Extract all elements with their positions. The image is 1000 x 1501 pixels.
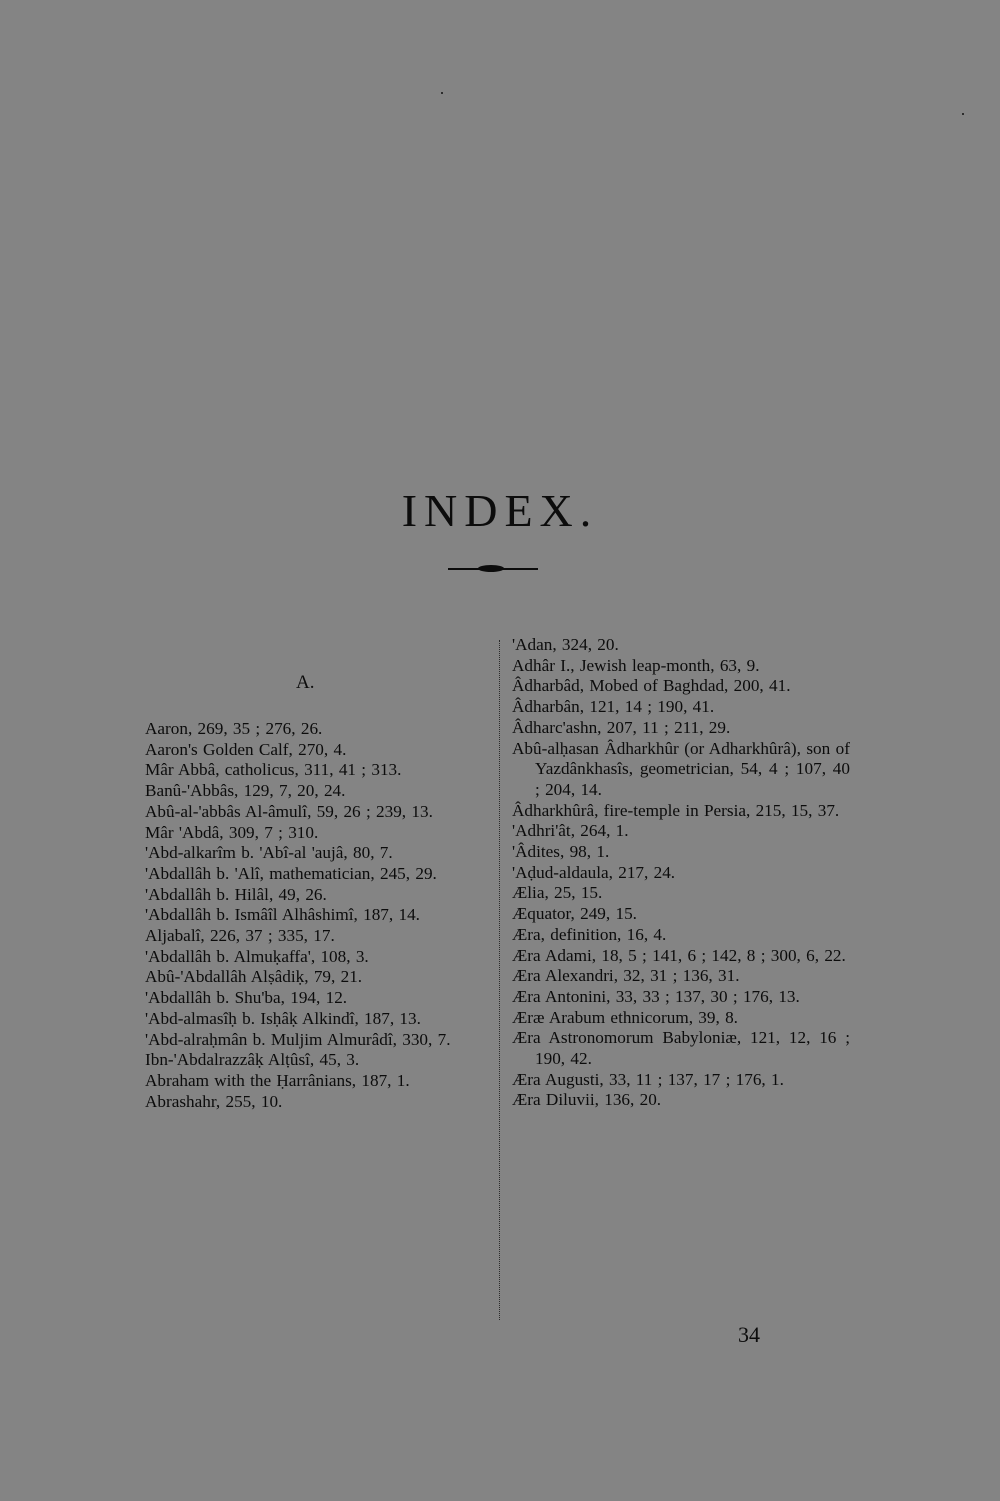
- index-entry: 'Abd-alkarîm b. 'Abî-al 'aujâ, 80, 7.: [145, 843, 393, 863]
- index-entry: 'Abdallâh b. Ismâîl Alhâshimî, 187, 14.: [145, 905, 420, 925]
- index-entry: Ælia, 25, 15.: [512, 883, 603, 903]
- index-entry: Âdharbân, 121, 14 ; 190, 41.: [512, 697, 715, 717]
- title-rule-ornament: [478, 565, 504, 572]
- page-title: INDEX.: [401, 485, 599, 536]
- index-entry: Âdharbâd, Mobed of Baghdad, 200, 41.: [512, 676, 791, 696]
- index-entry: Æra, definition, 16, 4.: [512, 924, 667, 944]
- ink-speck: [962, 113, 964, 115]
- index-entry: Abrashahr, 255, 10.: [145, 1091, 283, 1111]
- index-entry: Banû-'Abbâs, 129, 7, 20, 24.: [145, 781, 346, 801]
- index-entry: Aljabalî, 226, 37 ; 335, 17.: [145, 926, 335, 946]
- index-entry: Æquator, 249, 15.: [512, 904, 637, 924]
- index-entry: 'Abdallâh b. Almuḳaffa', 108, 3.: [145, 946, 369, 966]
- index-column-left: [145, 719, 485, 1112]
- index-entry: Mâr 'Abdâ, 309, 7 ; 310.: [145, 822, 319, 842]
- page-number: 34: [738, 1322, 760, 1347]
- index-entry: 'Abd-almasîḥ b. Isḥâḳ Alkindî, 187, 13.: [145, 1008, 421, 1028]
- index-entry: 'Âdites, 98, 1.: [512, 842, 610, 862]
- index-entry: Æra Diluvii, 136, 20.: [512, 1090, 662, 1110]
- section-letter: A.: [296, 672, 315, 693]
- index-entry: Mâr Abbâ, catholicus, 311, 41 ; 313.: [145, 760, 402, 780]
- column-divider: [499, 640, 500, 1320]
- index-entry: Æra Adami, 18, 5 ; 141, 6 ; 142, 8 ; 300, 6, 22.: [512, 945, 846, 965]
- ink-speck: [441, 92, 443, 94]
- index-entry: 'Abdallâh b. Shu'ba, 194, 12.: [145, 988, 348, 1008]
- index-entry: Æra Astronomorum Babyloniæ, 121, 12, 16 ; 190, 42.: [512, 1028, 850, 1069]
- index-entry: Æra Augusti, 33, 11 ; 137, 17 ; 176, 1.: [512, 1069, 784, 1089]
- index-entry: Âdharc'ashn, 207, 11 ; 211, 29.: [512, 717, 731, 737]
- index-entry: Aaron, 269, 35 ; 276, 26.: [145, 719, 323, 738]
- index-entry: Adhâr I., Jewish leap-month, 63, 9.: [512, 655, 760, 675]
- index-entry: Abraham with the Ḥarrânians, 187, 1.: [145, 1070, 410, 1090]
- index-entry: 'Aḍud-aldaula, 217, 24.: [512, 862, 676, 882]
- index-entry: 'Abd-alraḥmân b. Muljim Almurâdî, 330, 7.: [145, 1029, 451, 1049]
- index-entry: Abû-alḥasan Âdharkhûr (or Adharkhûrâ), son of Yazdânkhasîs, geometrician, 54, 4 ; 107, 40 ; 204, 14.: [512, 738, 850, 799]
- index-entry: Abû-'Abdallâh Alṣâdiḳ, 79, 21.: [145, 967, 363, 987]
- index-entry: Æra Alexandri, 32, 31 ; 136, 31.: [512, 966, 740, 986]
- index-entry: 'Abdallâh b. 'Alî, mathematician, 245, 29.: [145, 863, 437, 883]
- index-entry: 'Adhri'ât, 264, 1.: [512, 821, 629, 841]
- index-entry: Æræ Arabum ethnicorum, 39, 8.: [512, 1007, 738, 1027]
- index-entry: 'Adan, 324, 20.: [512, 635, 619, 654]
- index-entry: Æra Antonini, 33, 33 ; 137, 30 ; 176, 13.: [512, 986, 800, 1006]
- index-column-right: [512, 635, 850, 1111]
- index-entry: Âdharkhûrâ, fire-temple in Persia, 215, 15, 37.: [512, 800, 840, 820]
- index-entry: Ibn-'Abdalrazzâḳ Alṭûsî, 45, 3.: [145, 1050, 360, 1070]
- index-entry: Abû-al-'abbâs Al-âmulî, 59, 26 ; 239, 13.: [145, 801, 433, 821]
- index-entry: Aaron's Golden Calf, 270, 4.: [145, 739, 347, 759]
- index-entry: 'Abdallâh b. Hilâl, 49, 26.: [145, 884, 327, 904]
